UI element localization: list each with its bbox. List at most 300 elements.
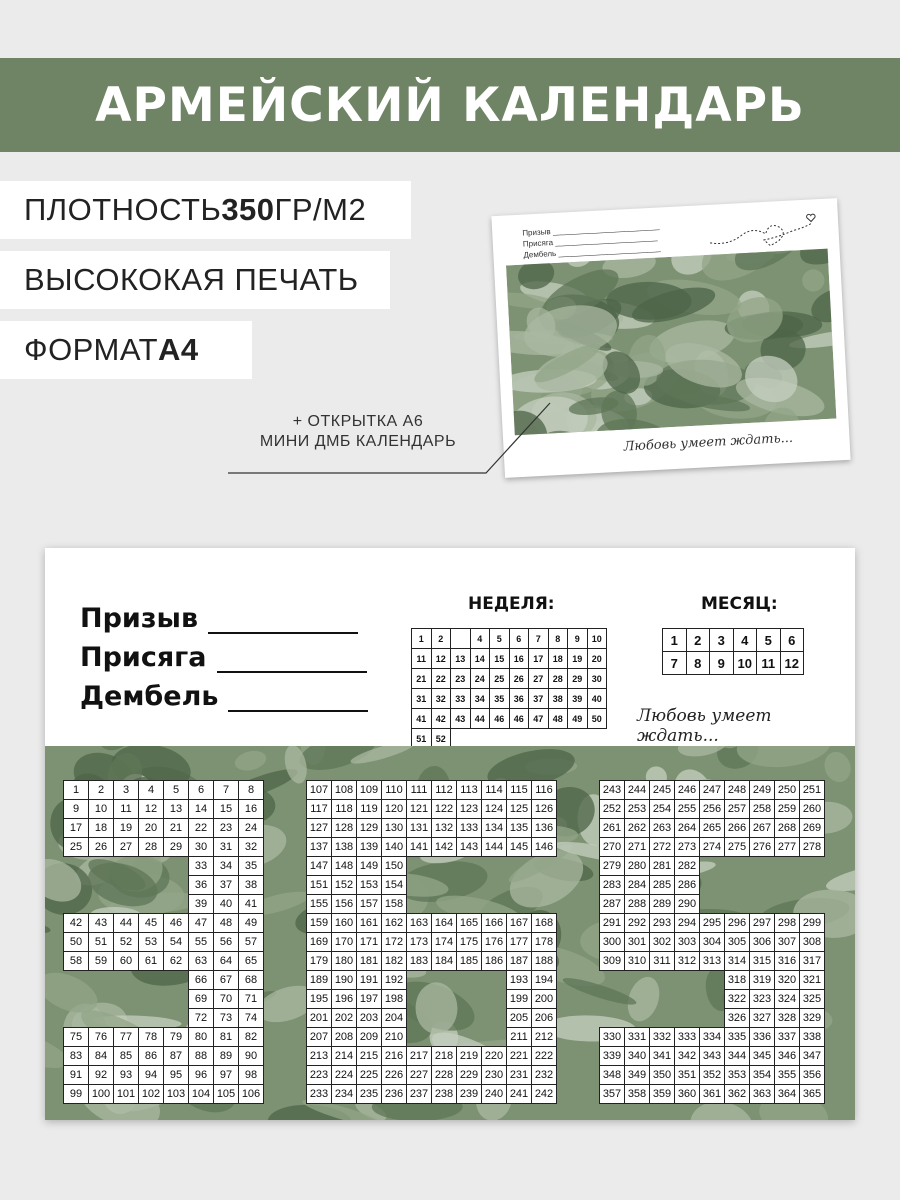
day-cell: 28: [139, 838, 164, 857]
feature-text: ФОРМАТ: [24, 332, 159, 367]
day-cell: 217: [407, 1047, 432, 1066]
day-gap: [64, 1009, 89, 1028]
day-cell: 294: [675, 914, 700, 933]
wk-cell: 42: [431, 709, 451, 729]
day-cell: 71: [239, 990, 264, 1009]
day-gap: [700, 1009, 725, 1028]
day-cell: 319: [750, 971, 775, 990]
day-cell: 64: [214, 952, 239, 971]
day-cell: 84: [89, 1047, 114, 1066]
day-cell: 323: [750, 990, 775, 1009]
day-cell: 248: [725, 781, 750, 800]
day-cell: 293: [650, 914, 675, 933]
day-cell: 67: [214, 971, 239, 990]
wk-cell: 22: [431, 669, 451, 689]
day-cell: 189: [307, 971, 332, 990]
wk-cell: 46: [490, 709, 510, 729]
day-cell: 45: [139, 914, 164, 933]
feature-bold: А4: [158, 332, 199, 367]
day-cell: 12: [139, 800, 164, 819]
day-cell: 42: [64, 914, 89, 933]
day-cell: 136: [532, 819, 557, 838]
day-cell: 180: [332, 952, 357, 971]
day-gap: [139, 971, 164, 990]
annotation-line1: + ОТКРЫТКА А6: [292, 413, 424, 430]
day-cell: 271: [625, 838, 650, 857]
day-cell: 328: [775, 1009, 800, 1028]
day-cell: 60: [114, 952, 139, 971]
day-cell: 33: [189, 857, 214, 876]
day-gap: [64, 990, 89, 1009]
day-cell: 39: [189, 895, 214, 914]
day-cell: 37: [214, 876, 239, 895]
day-gap: [625, 1009, 650, 1028]
day-cell: 9: [64, 800, 89, 819]
wk-cell: 20: [587, 649, 607, 669]
day-cell: 227: [407, 1066, 432, 1085]
day-cell: 63: [189, 952, 214, 971]
day-cell: 169: [307, 933, 332, 952]
feature-text: ВЫСОКОКАЯ ПЕЧАТЬ: [24, 262, 359, 297]
day-cell: 41: [239, 895, 264, 914]
day-cell: 2: [89, 781, 114, 800]
day-cell: 126: [532, 800, 557, 819]
day-cell: 336: [750, 1028, 775, 1047]
day-cell: 191: [357, 971, 382, 990]
day-cell: 322: [725, 990, 750, 1009]
postcard-label: Призыв ________________________: [522, 221, 660, 238]
day-cell: 31: [214, 838, 239, 857]
day-cell: 111: [407, 781, 432, 800]
day-cell: 19: [114, 819, 139, 838]
postcard-label-text: Присяга: [522, 238, 554, 249]
mo-cell: 7: [663, 652, 687, 675]
label-text: Призыв: [80, 603, 199, 634]
day-cell: 351: [675, 1066, 700, 1085]
day-cell: 69: [189, 990, 214, 1009]
wk-cell: 23: [451, 669, 471, 689]
wk-cell: 32: [431, 689, 451, 709]
day-gap: [164, 1009, 189, 1028]
day-cell: 240: [482, 1085, 507, 1104]
day-grid-block: [306, 780, 557, 1104]
day-cell: 330: [600, 1028, 625, 1047]
day-cell: 270: [600, 838, 625, 857]
day-cell: 246: [675, 781, 700, 800]
day-cell: 314: [725, 952, 750, 971]
day-cell: 283: [600, 876, 625, 895]
day-cell: 295: [700, 914, 725, 933]
day-cell: 122: [432, 800, 457, 819]
day-cell: 18: [89, 819, 114, 838]
postcard-camo-grid: [506, 249, 836, 436]
day-gap: [432, 1009, 457, 1028]
day-cell: 332: [650, 1028, 675, 1047]
day-cell: 308: [800, 933, 825, 952]
day-cell: 359: [650, 1085, 675, 1104]
day-cell: 286: [675, 876, 700, 895]
mo-cell: 8: [686, 652, 710, 675]
day-gap: [139, 990, 164, 1009]
wk-cell: 12: [431, 649, 451, 669]
day-cell: 231: [507, 1066, 532, 1085]
day-cell: 105: [214, 1085, 239, 1104]
feature-text: ПЛОТНОСТЬ: [24, 192, 222, 227]
day-gap: [457, 1009, 482, 1028]
day-gap: [625, 990, 650, 1009]
day-cell: 46: [164, 914, 189, 933]
day-cell: 297: [750, 914, 775, 933]
day-cell: 320: [775, 971, 800, 990]
wk-cell: 28: [548, 669, 568, 689]
day-cell: 55: [189, 933, 214, 952]
day-cell: 146: [532, 838, 557, 857]
day-cell: 96: [189, 1066, 214, 1085]
day-cell: 364: [775, 1085, 800, 1104]
day-cell: 175: [457, 933, 482, 952]
day-cell: 212: [532, 1028, 557, 1047]
day-gap: [407, 971, 432, 990]
day-cell: 292: [625, 914, 650, 933]
wk-cell: 13: [451, 649, 471, 669]
day-cell: 29: [164, 838, 189, 857]
day-cell: 14: [189, 800, 214, 819]
day-cell: 158: [382, 895, 407, 914]
day-cell: 22: [189, 819, 214, 838]
day-cell: 21: [164, 819, 189, 838]
wk-cell: 26: [509, 669, 529, 689]
day-cell: 26: [89, 838, 114, 857]
month-title: МЕСЯЦ:: [701, 594, 778, 614]
day-gap: [432, 990, 457, 1009]
wk-cell: 30: [587, 669, 607, 689]
day-cell: 355: [775, 1066, 800, 1085]
day-cell: 156: [332, 895, 357, 914]
wk-cell: 24: [470, 669, 490, 689]
page-title: АРМЕЙСКИЙ КАЛЕНДАРЬ: [95, 77, 805, 133]
day-cell: 210: [382, 1028, 407, 1047]
day-cell: 79: [164, 1028, 189, 1047]
day-cell: 222: [532, 1047, 557, 1066]
day-cell: 333: [675, 1028, 700, 1047]
day-cell: 350: [650, 1066, 675, 1085]
day-cell: 236: [382, 1085, 407, 1104]
day-cell: 302: [650, 933, 675, 952]
day-cell: 266: [725, 819, 750, 838]
day-gap: [89, 1009, 114, 1028]
day-cell: 208: [332, 1028, 357, 1047]
day-cell: 59: [89, 952, 114, 971]
day-gap: [114, 971, 139, 990]
wk-cell: 33: [451, 689, 471, 709]
underline: [217, 647, 367, 673]
day-cell: 198: [382, 990, 407, 1009]
day-cell: 337: [775, 1028, 800, 1047]
day-cell: 274: [700, 838, 725, 857]
day-cell: 25: [64, 838, 89, 857]
day-cell: 139: [357, 838, 382, 857]
day-gap: [482, 990, 507, 1009]
day-gap: [164, 895, 189, 914]
day-cell: 239: [457, 1085, 482, 1104]
day-cell: 342: [675, 1047, 700, 1066]
day-cell: 161: [357, 914, 382, 933]
day-cell: 346: [775, 1047, 800, 1066]
day-cell: 347: [800, 1047, 825, 1066]
mo-cell: 12: [780, 652, 804, 675]
day-gap: [482, 971, 507, 990]
mo-cell: 4: [733, 629, 757, 652]
day-cell: 70: [214, 990, 239, 1009]
label-oath: [80, 642, 367, 673]
day-cell: 95: [164, 1066, 189, 1085]
day-cell: 153: [357, 876, 382, 895]
day-cell: 34: [214, 857, 239, 876]
day-cell: 256: [700, 800, 725, 819]
wk-cell: 18: [548, 649, 568, 669]
day-cell: 107: [307, 781, 332, 800]
day-cell: 116: [532, 781, 557, 800]
day-cell: 90: [239, 1047, 264, 1066]
day-cell: 192: [382, 971, 407, 990]
day-cell: 252: [600, 800, 625, 819]
day-cell: 148: [332, 857, 357, 876]
day-gap: [650, 1009, 675, 1028]
wk-cell: 36: [509, 689, 529, 709]
wk-cell: 41: [412, 709, 432, 729]
day-cell: 8: [239, 781, 264, 800]
day-cell: 237: [407, 1085, 432, 1104]
mo-cell: 5: [757, 629, 781, 652]
day-cell: 243: [600, 781, 625, 800]
day-cell: 118: [332, 800, 357, 819]
day-cell: 258: [750, 800, 775, 819]
day-cell: 290: [675, 895, 700, 914]
day-cell: 98: [239, 1066, 264, 1085]
day-cell: 109: [357, 781, 382, 800]
day-cell: 81: [214, 1028, 239, 1047]
day-cell: 316: [775, 952, 800, 971]
wk-cell: [451, 629, 471, 649]
day-cell: 184: [432, 952, 457, 971]
day-cell: 197: [357, 990, 382, 1009]
day-cell: 228: [432, 1066, 457, 1085]
wk-cell: 19: [568, 649, 588, 669]
day-cell: 57: [239, 933, 264, 952]
day-cell: 327: [750, 1009, 775, 1028]
day-cell: 97: [214, 1066, 239, 1085]
day-cell: 234: [332, 1085, 357, 1104]
day-cell: 360: [675, 1085, 700, 1104]
day-cell: 167: [507, 914, 532, 933]
day-cell: 281: [650, 857, 675, 876]
day-cell: 52: [114, 933, 139, 952]
day-cell: 72: [189, 1009, 214, 1028]
day-gap: [625, 971, 650, 990]
day-cell: 131: [407, 819, 432, 838]
day-cell: 220: [482, 1047, 507, 1066]
day-cell: 135: [507, 819, 532, 838]
month-grid: [662, 628, 804, 675]
mo-cell: 6: [780, 629, 804, 652]
wk-cell: 17: [529, 649, 549, 669]
day-cell: 284: [625, 876, 650, 895]
day-cell: 312: [675, 952, 700, 971]
wk-cell: 44: [470, 709, 490, 729]
wk-cell: 34: [470, 689, 490, 709]
feature-text: ГР/М2: [274, 192, 367, 227]
day-cell: 13: [164, 800, 189, 819]
mo-cell: 1: [663, 629, 687, 652]
day-cell: 325: [800, 990, 825, 1009]
week-title: НЕДЕЛЯ:: [468, 594, 555, 614]
day-cell: 103: [164, 1085, 189, 1104]
day-cell: 338: [800, 1028, 825, 1047]
wk-cell: 47: [529, 709, 549, 729]
day-cell: 166: [482, 914, 507, 933]
day-grid-block: [599, 780, 825, 1104]
day-cell: 361: [700, 1085, 725, 1104]
day-gap: [164, 971, 189, 990]
day-cell: 247: [700, 781, 725, 800]
day-cell: 201: [307, 1009, 332, 1028]
day-cell: 186: [482, 952, 507, 971]
day-gap: [114, 990, 139, 1009]
day-cell: 265: [700, 819, 725, 838]
day-cell: 182: [382, 952, 407, 971]
day-cell: 20: [139, 819, 164, 838]
day-cell: 88: [189, 1047, 214, 1066]
feature-bold: 350: [221, 192, 275, 227]
day-cell: 144: [482, 838, 507, 857]
day-cell: 272: [650, 838, 675, 857]
day-cell: 164: [432, 914, 457, 933]
day-cell: 23: [214, 819, 239, 838]
day-cell: 318: [725, 971, 750, 990]
day-cell: 124: [482, 800, 507, 819]
day-cell: 245: [650, 781, 675, 800]
day-cell: 62: [164, 952, 189, 971]
day-cell: 114: [482, 781, 507, 800]
day-cell: 176: [482, 933, 507, 952]
wk-cell: 49: [568, 709, 588, 729]
day-cell: 1: [64, 781, 89, 800]
day-cell: 253: [625, 800, 650, 819]
day-cell: 255: [675, 800, 700, 819]
day-gap: [407, 1028, 432, 1047]
mo-cell: 11: [757, 652, 781, 675]
day-cell: 51: [89, 933, 114, 952]
day-cell: 196: [332, 990, 357, 1009]
wk-cell: 15: [490, 649, 510, 669]
wk-cell: 38: [548, 689, 568, 709]
mo-cell: 2: [686, 629, 710, 652]
day-cell: 172: [382, 933, 407, 952]
day-gap: [650, 971, 675, 990]
day-cell: 56: [214, 933, 239, 952]
wk-cell: 2: [431, 629, 451, 649]
day-cell: 307: [775, 933, 800, 952]
day-cell: 80: [189, 1028, 214, 1047]
wk-cell: 16: [509, 649, 529, 669]
day-cell: 102: [139, 1085, 164, 1104]
day-cell: 145: [507, 838, 532, 857]
day-cell: 11: [114, 800, 139, 819]
day-cell: 101: [114, 1085, 139, 1104]
day-cell: 296: [725, 914, 750, 933]
day-cell: 345: [750, 1047, 775, 1066]
day-cell: 315: [750, 952, 775, 971]
day-cell: 339: [600, 1047, 625, 1066]
wk-cell: 10: [587, 629, 607, 649]
day-cell: 49: [239, 914, 264, 933]
wk-cell: 35: [490, 689, 510, 709]
day-cell: 143: [457, 838, 482, 857]
day-gap: [600, 1009, 625, 1028]
wk-cell: 48: [548, 709, 568, 729]
mo-cell: 10: [733, 652, 757, 675]
day-cell: 66: [189, 971, 214, 990]
day-cell: 141: [407, 838, 432, 857]
day-cell: 300: [600, 933, 625, 952]
day-cell: 309: [600, 952, 625, 971]
day-cell: 134: [482, 819, 507, 838]
day-cell: 160: [332, 914, 357, 933]
day-cell: 310: [625, 952, 650, 971]
day-cell: 142: [432, 838, 457, 857]
day-cell: 244: [625, 781, 650, 800]
day-cell: 195: [307, 990, 332, 1009]
day-cell: 108: [332, 781, 357, 800]
day-cell: 358: [625, 1085, 650, 1104]
day-cell: 140: [382, 838, 407, 857]
day-cell: 267: [750, 819, 775, 838]
wk-cell: 52: [431, 729, 451, 749]
day-cell: 207: [307, 1028, 332, 1047]
day-gap: [432, 971, 457, 990]
day-cell: 173: [407, 933, 432, 952]
day-cell: 91: [64, 1066, 89, 1085]
day-cell: 54: [164, 933, 189, 952]
day-cell: 154: [382, 876, 407, 895]
label-conscription: [80, 603, 358, 634]
day-cell: 230: [482, 1066, 507, 1085]
day-cell: 85: [114, 1047, 139, 1066]
wk-cell: 7: [529, 629, 549, 649]
day-gap: [89, 971, 114, 990]
day-cell: 77: [114, 1028, 139, 1047]
day-cell: 94: [139, 1066, 164, 1085]
day-cell: 289: [650, 895, 675, 914]
day-cell: 171: [357, 933, 382, 952]
day-cell: 89: [214, 1047, 239, 1066]
day-cell: 341: [650, 1047, 675, 1066]
day-cell: 159: [307, 914, 332, 933]
day-cell: 288: [625, 895, 650, 914]
day-gap: [89, 895, 114, 914]
day-cell: 343: [700, 1047, 725, 1066]
wk-cell: 31: [412, 689, 432, 709]
day-cell: 276: [750, 838, 775, 857]
day-cell: 278: [800, 838, 825, 857]
day-cell: 215: [357, 1047, 382, 1066]
day-cell: 268: [775, 819, 800, 838]
day-cell: 190: [332, 971, 357, 990]
day-cell: 221: [507, 1047, 532, 1066]
day-cell: 225: [357, 1066, 382, 1085]
postcard-script: Любовь умеет ждать...: [623, 430, 794, 455]
day-cell: 115: [507, 781, 532, 800]
